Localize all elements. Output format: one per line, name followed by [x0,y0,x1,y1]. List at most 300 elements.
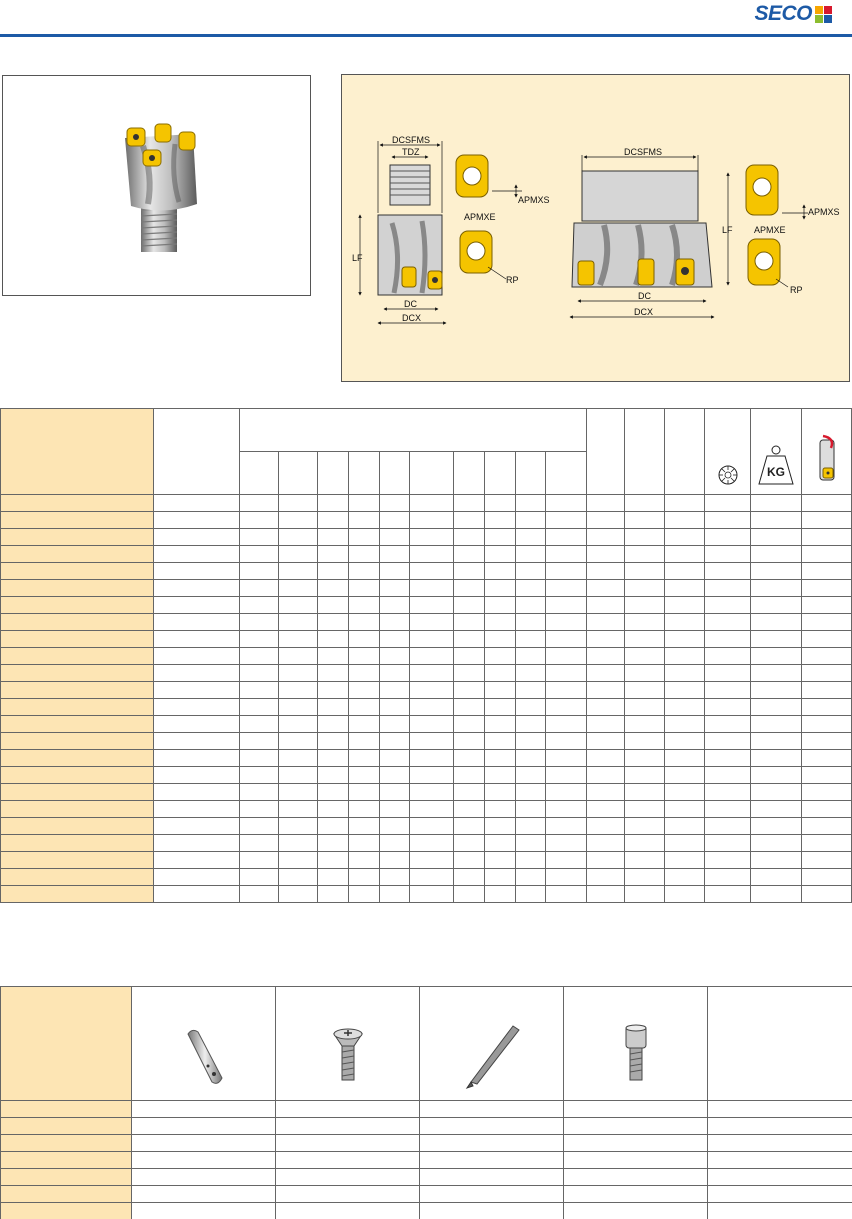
product-table-cell [665,614,705,631]
product-table-cell [410,784,454,801]
product-table-cell [349,852,380,869]
label-dcsfms-right: DCSFMS [624,147,662,157]
product-table-cell [154,767,240,784]
product-table-cell [587,716,625,733]
product-table-cell [240,682,279,699]
product-table-cell [665,852,705,869]
product-table-row [1,716,852,733]
product-table-cell [625,682,665,699]
product-table-cell [802,580,852,597]
key-handle-icon [174,1022,234,1092]
product-table-cell [665,869,705,886]
product-table-cell [665,784,705,801]
product-table-row [1,733,852,750]
product-table-cell [1,784,154,801]
product-table-cell [154,699,240,716]
product-table-cell [380,614,410,631]
product-table-cell [454,682,485,699]
product-table-cell [410,835,454,852]
product-table-cell [410,631,454,648]
product-table-cell [279,733,318,750]
product-table-cell [587,733,625,750]
product-table-cell [380,699,410,716]
product-table-cell [154,580,240,597]
product-table-cell [625,750,665,767]
product-table-cell [625,546,665,563]
product-table-cell [625,631,665,648]
product-table-cell [516,512,546,529]
spare-part-icon [815,434,839,486]
product-table-cell [349,835,380,852]
product-photo [2,75,311,296]
product-table-cell [587,512,625,529]
product-table-cell [410,818,454,835]
product-table-cell [154,869,240,886]
product-table-cell [380,835,410,852]
milling-cutter-image [3,76,312,297]
product-table-cell [516,699,546,716]
product-table-cell [1,648,154,665]
right-tool-drawing [570,147,840,317]
product-table-cell [751,580,802,597]
sub-header-8 [485,452,516,495]
product-table-cell [705,716,751,733]
product-table-cell [705,529,751,546]
accessory-table-cell [276,1169,420,1186]
product-table-cell [1,546,154,563]
accessory-table-cell [708,1152,852,1169]
product-table-cell [279,631,318,648]
product-table-cell [380,631,410,648]
product-table-cell [802,529,852,546]
product-table-cell [279,648,318,665]
product-table-cell [279,835,318,852]
product-table-cell [485,648,516,665]
header-cell-spare-parts [802,409,852,495]
product-table-cell [279,818,318,835]
product-table-cell [665,733,705,750]
product-table-cell [318,580,349,597]
product-table-cell [240,869,279,886]
product-table-cell [380,767,410,784]
accessory-table-row [1,1152,852,1169]
product-table-cell [1,801,154,818]
product-table-cell [665,512,705,529]
dimension-drawing [342,75,851,383]
product-table-cell [240,818,279,835]
inserts-count-icon [717,464,739,486]
product-table-cell [380,886,410,903]
product-table-cell [154,648,240,665]
product-table-cell [485,784,516,801]
product-table-cell [802,648,852,665]
product-table-cell [240,852,279,869]
product-table-cell [665,563,705,580]
product-table-cell [154,801,240,818]
label-rp-right: RP [790,285,803,295]
product-table-cell [516,784,546,801]
product-table-cell [516,818,546,835]
accessory-table-body [1,1101,852,1219]
product-table-cell [751,869,802,886]
product-table-cell [380,563,410,580]
product-table-cell [751,631,802,648]
product-table-cell [546,818,587,835]
product-table-row [1,869,852,886]
product-table-cell [705,852,751,869]
product-table-cell [349,801,380,818]
product-table-cell [802,801,852,818]
acc-header-clamp-screw [564,987,708,1101]
product-table-cell [485,818,516,835]
product-table-cell [380,784,410,801]
product-table-cell [454,546,485,563]
product-table-cell [380,597,410,614]
sub-header-2 [279,452,318,495]
product-table-cell [546,852,587,869]
product-table-cell [1,495,154,512]
product-table-cell [705,580,751,597]
product-table-cell [279,784,318,801]
product-table-cell [625,597,665,614]
label-rp-left: RP [506,275,519,285]
header-cell-13 [587,409,625,495]
product-table-cell [587,886,625,903]
product-table-cell [625,869,665,886]
product-table-cell [1,563,154,580]
product-table-cell [240,529,279,546]
product-table-cell [410,733,454,750]
product-table-cell [546,495,587,512]
accessory-table-cell [1,1118,132,1135]
product-table-cell [279,495,318,512]
product-table-cell [410,563,454,580]
product-table-cell [705,512,751,529]
product-table-cell [318,733,349,750]
accessory-table-cell [708,1101,852,1118]
product-table-cell [349,495,380,512]
product-table-cell [546,716,587,733]
product-table-cell [154,512,240,529]
product-table-cell [546,835,587,852]
product-table-cell [546,682,587,699]
product-table-cell [154,597,240,614]
product-table-cell [279,529,318,546]
product-table-cell [546,869,587,886]
product-table-cell [240,767,279,784]
header-cell-2 [154,409,240,495]
product-table-cell [802,818,852,835]
product-table-cell [154,614,240,631]
accessory-table-cell [564,1203,708,1219]
product-table-row [1,784,852,801]
product-table-cell [516,767,546,784]
accessory-table-cell [1,1101,132,1118]
product-table-cell [516,869,546,886]
product-table-cell [410,512,454,529]
product-table-cell [485,665,516,682]
product-table-cell [454,869,485,886]
accessory-table-cell [564,1186,708,1203]
product-table-cell [1,750,154,767]
accessory-table-cell [708,1118,852,1135]
label-apmxe-left: APMXE [464,212,496,222]
product-table-cell [380,750,410,767]
product-table-cell [318,835,349,852]
product-table-cell [240,716,279,733]
product-table-cell [454,835,485,852]
product-table-cell [318,563,349,580]
product-table-cell [485,546,516,563]
product-table-cell [802,614,852,631]
accessory-table-cell [420,1203,564,1219]
weight-kg-icon [757,444,795,486]
product-table-row [1,835,852,852]
screwdriver-bit-icon [457,1022,527,1092]
product-table-cell [705,597,751,614]
product-table-cell [751,529,802,546]
product-table-cell [410,597,454,614]
product-table-cell [410,699,454,716]
sub-header-10 [546,452,587,495]
product-table-cell [279,682,318,699]
product-table-cell [1,597,154,614]
product-table-cell [751,733,802,750]
product-table-cell [318,665,349,682]
product-table-cell [318,648,349,665]
accessory-table-cell [420,1135,564,1152]
product-table-cell [380,852,410,869]
product-table-cell [1,869,154,886]
accessory-table-cell [132,1118,276,1135]
product-table-cell [665,886,705,903]
product-table-cell [349,818,380,835]
accessory-table-cell [1,1135,132,1152]
product-table-cell [279,801,318,818]
product-table-cell [802,716,852,733]
product-table-cell [625,614,665,631]
product-table-cell [665,699,705,716]
product-table-cell [587,767,625,784]
sub-header-9 [516,452,546,495]
product-table-cell [380,580,410,597]
product-table-cell [279,614,318,631]
accessory-table-row [1,1203,852,1219]
accessory-table-cell [276,1101,420,1118]
product-table-cell [587,631,625,648]
product-table-cell [154,886,240,903]
product-table-cell [485,631,516,648]
product-table-cell [154,835,240,852]
sub-header-6 [410,452,454,495]
label-apmxs-left: APMXS [518,195,550,205]
product-table-cell [349,546,380,563]
product-table-row [1,580,852,597]
product-table-row [1,546,852,563]
product-table-cell [1,733,154,750]
accessory-table-cell [132,1135,276,1152]
accessory-table-cell [420,1186,564,1203]
product-table-cell [802,563,852,580]
product-table-cell [154,750,240,767]
product-table-cell [802,733,852,750]
acc-header-screw [276,987,420,1101]
product-table-cell [318,546,349,563]
product-table-cell [665,750,705,767]
product-table-cell [625,818,665,835]
product-table-cell [154,716,240,733]
accessory-table-cell [564,1101,708,1118]
product-table-cell [240,563,279,580]
product-table-cell [318,801,349,818]
product-table-cell [454,699,485,716]
product-table-cell [279,597,318,614]
product-table-cell [485,512,516,529]
sub-header-1 [240,452,279,495]
product-table-cell [154,852,240,869]
product-table-cell [802,597,852,614]
product-table-row [1,597,852,614]
header-cell-15 [665,409,705,495]
product-table-cell [349,869,380,886]
product-table-cell [1,580,154,597]
product-table-cell [625,784,665,801]
product-table-cell [485,886,516,903]
product-table-cell [380,869,410,886]
product-table-cell [705,886,751,903]
product-table-cell [349,512,380,529]
accessory-table-cell [420,1169,564,1186]
product-table-cell [587,869,625,886]
product-table-cell [546,665,587,682]
product-table-cell [380,716,410,733]
product-table-cell [546,648,587,665]
product-table-cell [380,529,410,546]
product-table-cell [751,614,802,631]
product-table-cell [705,801,751,818]
product-table-cell [279,869,318,886]
product-table-cell [587,580,625,597]
product-table-cell [587,563,625,580]
product-table-cell [546,563,587,580]
product-table-cell [454,495,485,512]
product-table-row [1,563,852,580]
product-table-cell [665,495,705,512]
acc-header-driver [420,987,564,1101]
product-table-cell [516,546,546,563]
product-table-cell [625,835,665,852]
sub-header-4 [349,452,380,495]
product-table-cell [625,886,665,903]
product-table-cell [485,835,516,852]
product-table-cell [516,665,546,682]
product-table-cell [240,733,279,750]
product-table-cell [349,682,380,699]
header-cell-weight [751,409,802,495]
product-table-cell [625,699,665,716]
product-table-cell [279,852,318,869]
product-table-cell [705,563,751,580]
accessory-table-cell [276,1152,420,1169]
accessory-table-cell [276,1186,420,1203]
product-table-cell [454,750,485,767]
product-table-cell [485,716,516,733]
product-table-cell [349,665,380,682]
product-table-cell [546,631,587,648]
product-table-cell [665,665,705,682]
product-table-cell [485,682,516,699]
product-table-cell [751,682,802,699]
product-table-cell [751,495,802,512]
product-table-cell [546,614,587,631]
product-table-cell [154,563,240,580]
product-table-cell [154,495,240,512]
accessory-table-cell [420,1101,564,1118]
product-table-cell [751,750,802,767]
product-table-cell [802,546,852,563]
product-table-cell [516,563,546,580]
product-table-cell [410,801,454,818]
product-table-cell [516,716,546,733]
product-table-cell [240,546,279,563]
product-table-cell [454,614,485,631]
product-table-cell [380,665,410,682]
product-table-cell [410,750,454,767]
accessory-table-cell [276,1203,420,1219]
product-table-cell [240,750,279,767]
product-table-cell [454,733,485,750]
product-table-cell [587,699,625,716]
accessory-table-cell [1,1169,132,1186]
product-table-cell [546,733,587,750]
product-table-cell [705,869,751,886]
left-tool-drawing [352,135,550,323]
kg-label: KG [767,465,786,479]
product-table-cell [349,750,380,767]
accessory-table-row [1,1169,852,1186]
product-table-cell [546,784,587,801]
product-table-cell [546,801,587,818]
product-table-cell [454,665,485,682]
product-table-cell [318,869,349,886]
product-table-cell [587,801,625,818]
product-table-cell [454,784,485,801]
accessory-table-cell [708,1203,852,1219]
product-table-row [1,852,852,869]
product-table-cell [485,563,516,580]
product-table-cell [349,699,380,716]
product-table-cell [665,818,705,835]
product-table-cell [751,563,802,580]
product-table-cell [349,648,380,665]
product-table-cell [802,835,852,852]
product-table-cell [516,750,546,767]
product-table-cell [625,648,665,665]
product-table-cell [410,886,454,903]
product-table-cell [485,733,516,750]
product-table-row [1,631,852,648]
product-table-cell [240,580,279,597]
product-table-cell [454,648,485,665]
product-table-cell [454,597,485,614]
product-table-cell [705,631,751,648]
product-table-cell [410,869,454,886]
product-table-cell [318,767,349,784]
product-table-cell [546,580,587,597]
product-table-cell [705,614,751,631]
product-table-cell [349,597,380,614]
clamp-screw-icon [616,1022,656,1092]
